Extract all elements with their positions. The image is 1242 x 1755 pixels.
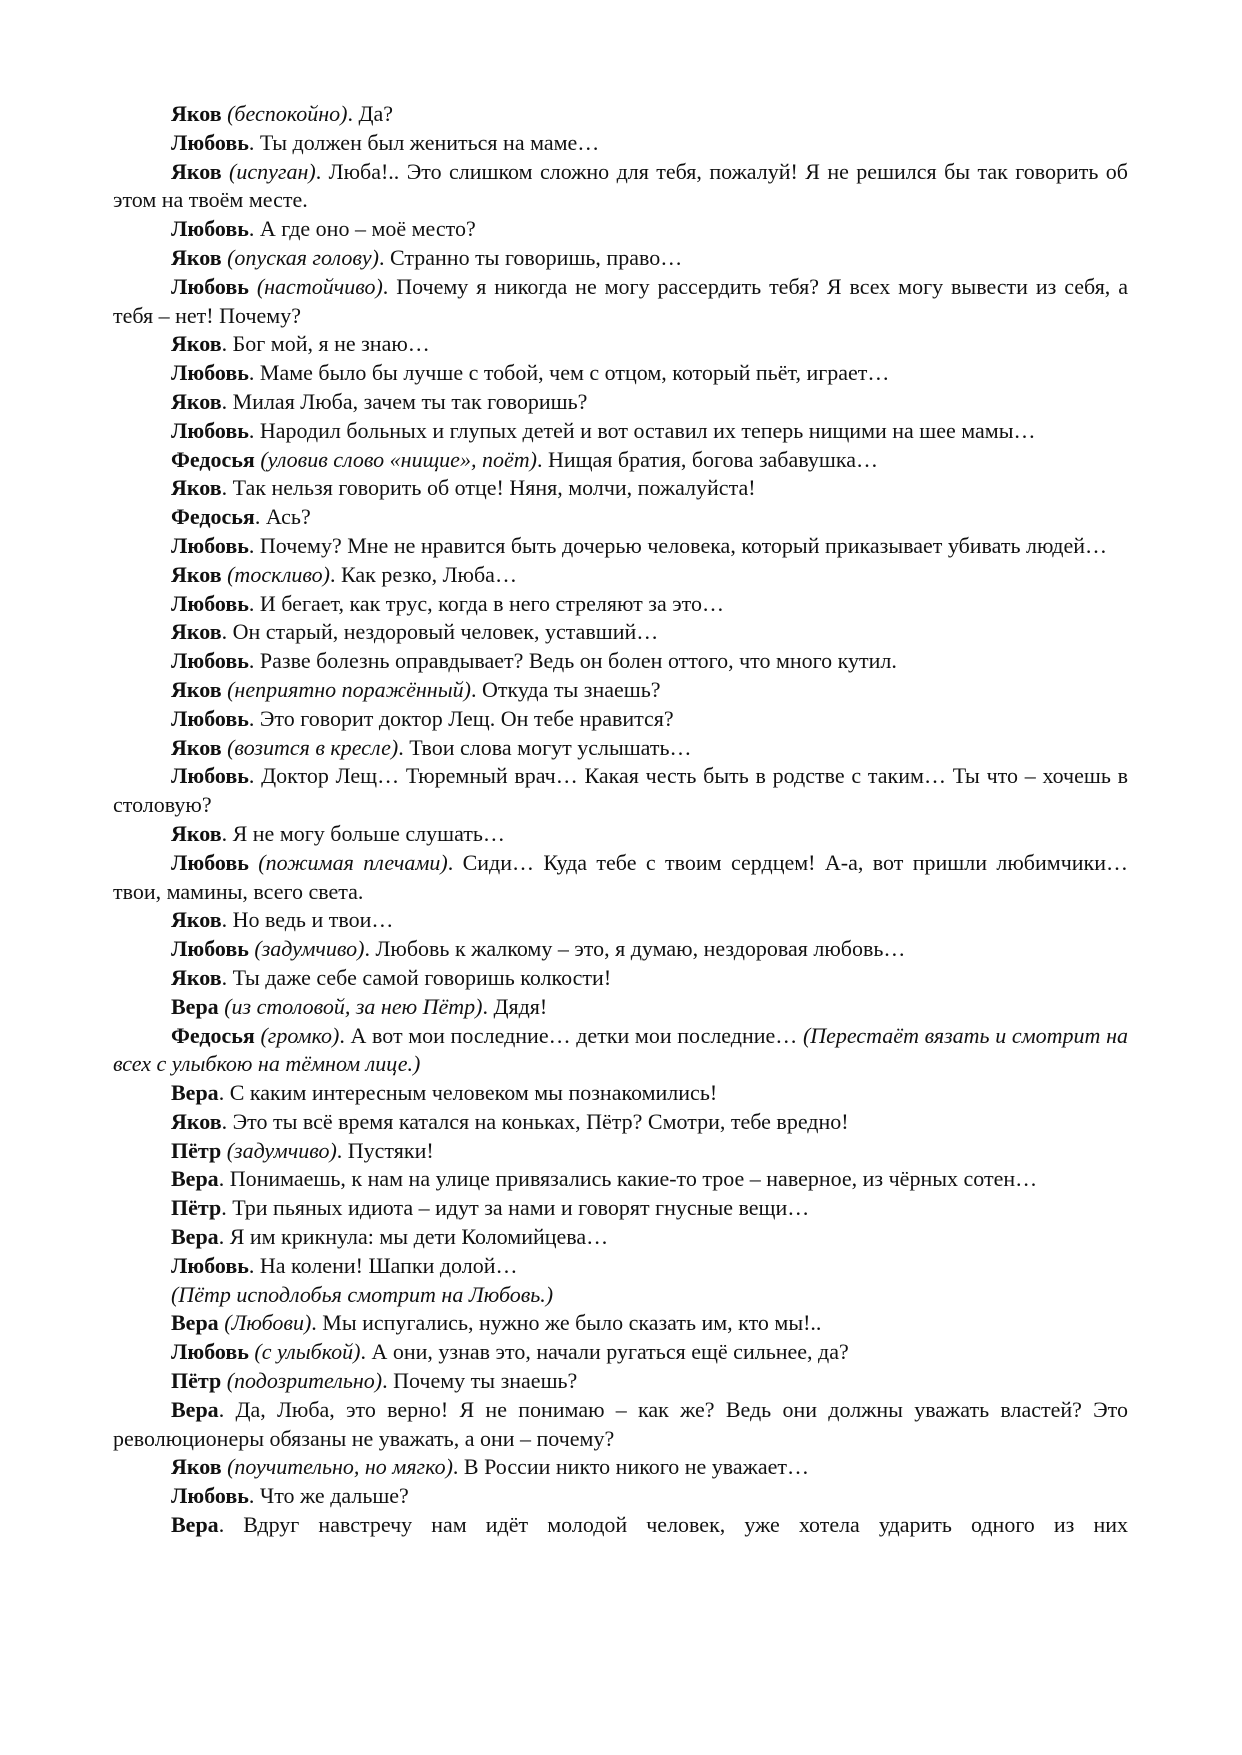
stage-direction: (с улыбкой) [254,1339,361,1365]
speaker-name: Яков [171,244,222,270]
speech-text: . Откуда ты знаешь? [470,676,661,702]
speaker-name: Вера [171,1080,219,1106]
dialogue-line [113,618,1128,647]
speaker-name: Яков [171,820,222,846]
stage-direction: (уловив слово «нищие», поёт) [260,446,537,472]
speaker-name: Вера [171,993,219,1019]
stage-direction: (Любови) [224,1310,312,1336]
dialogue-line [113,1223,1128,1252]
speech-text: . Ты даже себе самой говоришь колкости! [221,964,612,990]
speech-text: . А вот мои последние… детки мои последние… [339,1022,803,1048]
speech-text: . Ты должен был жениться на маме… [248,129,600,155]
speaker-name: Любовь [171,705,249,731]
speech-text: . Это ты всё время катался на коньках, Пётр? Смотри, тебе вредно! [221,1108,849,1134]
speech-text: . Почему я никогда не могу рассердить тебя? Я всех могу вывести из себя, а тебя – нет! Почему? [113,273,1128,328]
speaker-name: Любовь [171,360,249,386]
dialogue-line [113,158,1128,216]
dialogue-line [113,1079,1128,1108]
stage-direction: (беспокойно) [227,101,348,126]
speech-text: . Странно ты говоришь, право… [378,244,683,270]
dialogue-line [113,100,1128,129]
speech-text: . Вдруг навстречу нам идёт молодой человек, уже хотела ударить одного из них [218,1512,1128,1538]
dialogue-line [113,705,1128,734]
dialogue-line [113,849,1128,907]
stage-direction: (тоскливо) [227,561,330,587]
speaker-name: Яков [171,158,222,184]
speech-text: . А они, узнав это, начали ругаться ещё сильнее, да? [360,1339,849,1365]
dialogue-line [113,1108,1128,1137]
speech-text: . На колени! Шапки долой… [248,1252,518,1278]
speaker-name: Любовь [171,273,249,299]
speaker-name: Вера [171,1310,219,1336]
dialogue-line [113,1453,1128,1482]
dialogue-line [113,446,1128,475]
speech-text: . Ась? [254,504,311,530]
dialogue-line [113,561,1128,590]
speaker-name: Федосья [171,1022,255,1048]
stage-direction: (задумчиво) [254,936,365,962]
speaker-name: Яков [171,734,222,760]
speaker-name: Любовь [171,129,249,155]
dialogue-line [113,388,1128,417]
speech-text: . Три пьяных идиота – идут за нами и говорят гнусные вещи… [221,1195,810,1221]
dialogue-line [113,1511,1128,1540]
speech-text: . Я не могу больше слушать… [221,820,505,846]
dialogue-line [113,129,1128,158]
speaker-name: Любовь [171,590,249,616]
speech-text: . Разве болезнь оправдывает? Ведь он болен оттого, что много кутил. [248,648,897,674]
speech-text: . Дядя! [482,993,548,1019]
dialogue-line [113,244,1128,273]
speech-text: . Он старый, нездоровый человек, уставший… [221,619,659,645]
speech-text: . Но ведь и твои… [221,907,394,933]
speaker-name: Любовь [171,1252,249,1278]
stage-direction: (Пётр исподлобья смотрит на Любовь.) [171,1281,554,1307]
stage-direction: (возится в кресле) [227,734,399,760]
dialogue-line [113,647,1128,676]
speech-text: . Твои слова могут услышать… [398,734,692,760]
dialogue-line [113,1137,1128,1166]
dialogue-line [113,474,1128,503]
stage-direction: (Перестаёт вязать и смотрит на всех с улыбкою на тёмном лице.) [113,1022,1128,1077]
speaker-name: Яков [171,561,222,587]
speaker-name: Любовь [171,1483,249,1509]
speaker-name: Вера [171,1224,219,1250]
speech-text: . Бог мой, я не знаю… [221,331,430,357]
dialogue-line [113,906,1128,935]
speech-text: . И бегает, как трус, когда в него стреляют за это… [248,590,724,616]
dialogue-line [113,1252,1128,1281]
speaker-name: Пётр [171,1368,222,1394]
stage-direction: (подозрительно) [226,1368,383,1394]
speech-text: . Доктор Лещ… Тюремный врач… Какая честь быть в родстве с таким… Ты что – хочешь в столовую? [113,763,1128,818]
speech-text: . Народил больных и глупых детей и вот оставил их теперь нищими на шее мамы… [248,417,1036,443]
speech-text: . В России никто никого не уважает… [452,1454,810,1480]
speaker-name: Федосья [171,446,255,472]
speaker-name: Яков [171,1108,222,1134]
speaker-name: Яков [171,475,222,501]
dialogue-line [113,820,1128,849]
speech-text: . Почему? Мне не нравится быть дочерью человека, который приказывает убивать людей… [248,532,1108,558]
speech-text: . А где оно – моё место? [248,216,476,242]
dialogue-line [113,1309,1128,1338]
speech-text: . Что же дальше? [248,1483,409,1509]
speaker-name: Вера [171,1396,219,1422]
speech-text: . Да, Люба, это верно! Я не понимаю – как же? Ведь они должны уважать властей? Это революционеры обязаны не уважать, а они – почему? [113,1396,1128,1451]
stage-direction: (громко) [260,1022,340,1048]
speech-text: . Почему ты знаешь? [382,1368,578,1394]
speech-text: . Да? [347,101,393,126]
speech-text: . Это говорит доктор Лещ. Он тебе нравится? [248,705,674,731]
speaker-name: Вера [171,1512,219,1538]
stage-direction: (из столовой, за нею Пётр) [224,993,483,1019]
speaker-name: Любовь [171,936,249,962]
document-page [113,100,1128,1540]
dialogue-line [113,964,1128,993]
dialogue-line [113,1396,1128,1454]
speaker-name: Яков [171,907,222,933]
speech-text: . Милая Люба, зачем ты так говоришь? [221,388,588,414]
dialogue-line [113,1482,1128,1511]
dialogue-line [113,993,1128,1022]
dialogue-line [113,590,1128,619]
dialogue-line [113,676,1128,705]
speech-text: . Сиди… Куда тебе с твоим сердцем! А-а, вот пришли любимчики… твои, мамины, всего света. [113,849,1128,904]
stage-direction: (опуская голову) [227,244,379,270]
speaker-name: Любовь [171,216,249,242]
dialogue-line [113,215,1128,244]
speech-text: . Маме было бы лучше с тобой, чем с отцом, который пьёт, играет… [248,360,890,386]
dialogue-line [113,1165,1128,1194]
speech-text: . Понимаешь, к нам на улице привязались какие-то трое – наверное, из чёрных сотен… [218,1166,1038,1192]
stage-direction: (настойчиво) [256,273,383,299]
speech-text: . Я им крикнула: мы дети Коломийцева… [218,1224,609,1250]
speech-text: . Так нельзя говорить об отце! Няня, молчи, пожалуйста! [221,475,756,501]
speaker-name: Яков [171,676,222,702]
speaker-name: Яков [171,101,222,126]
speaker-name: Пётр [171,1195,222,1221]
dialogue-line [113,330,1128,359]
dialogue-line [113,1194,1128,1223]
dialogue-line [113,532,1128,561]
dialogue-line [113,935,1128,964]
stage-direction: (задумчиво) [226,1137,337,1163]
speech-text: . Пустяки! [336,1137,434,1163]
dialogue-line [113,734,1128,763]
speaker-name: Любовь [171,849,249,875]
dialogue-line [113,503,1128,532]
speaker-name: Любовь [171,763,249,789]
speaker-name: Любовь [171,648,249,674]
speech-text: . С каким интересным человеком мы познакомились! [218,1080,718,1106]
stage-direction: (пожимая плечами) [258,849,448,875]
speaker-name: Яков [171,619,222,645]
dialogue-line [113,1338,1128,1367]
speaker-name: Любовь [171,532,249,558]
speaker-name: Яков [171,964,222,990]
speaker-name: Яков [171,1454,222,1480]
speech-text: . Как резко, Люба… [330,561,517,587]
dialogue-line [113,1281,1128,1310]
speaker-name: Вера [171,1166,219,1192]
stage-direction: (испуган) [229,158,316,184]
speaker-name: Любовь [171,1339,249,1365]
dialogue-line [113,1022,1128,1080]
stage-direction: (неприятно поражённый) [227,676,471,702]
speaker-name: Любовь [171,417,249,443]
speaker-name: Федосья [171,504,255,530]
dialogue-line [113,762,1128,820]
dialogue-line [113,1367,1128,1396]
speech-text: . Люба!.. Это слишком сложно для тебя, пожалуй! Я не решился бы так говорить об этом на твоём месте. [113,158,1129,213]
dialogue-line [113,273,1128,331]
speech-text: . Нищая братия, богова забавушка… [536,446,878,472]
speaker-name: Яков [171,388,222,414]
speech-text: . Любовь к жалкому – это, я думаю, нездоровая любовь… [364,936,906,962]
dialogue-line [113,359,1128,388]
speaker-name: Яков [171,331,222,357]
speaker-name: Пётр [171,1137,222,1163]
dialogue-line [113,417,1128,446]
speech-text: . Мы испугались, нужно же было сказать им, кто мы!.. [311,1310,822,1336]
stage-direction: (поучительно, но мягко) [227,1454,453,1480]
